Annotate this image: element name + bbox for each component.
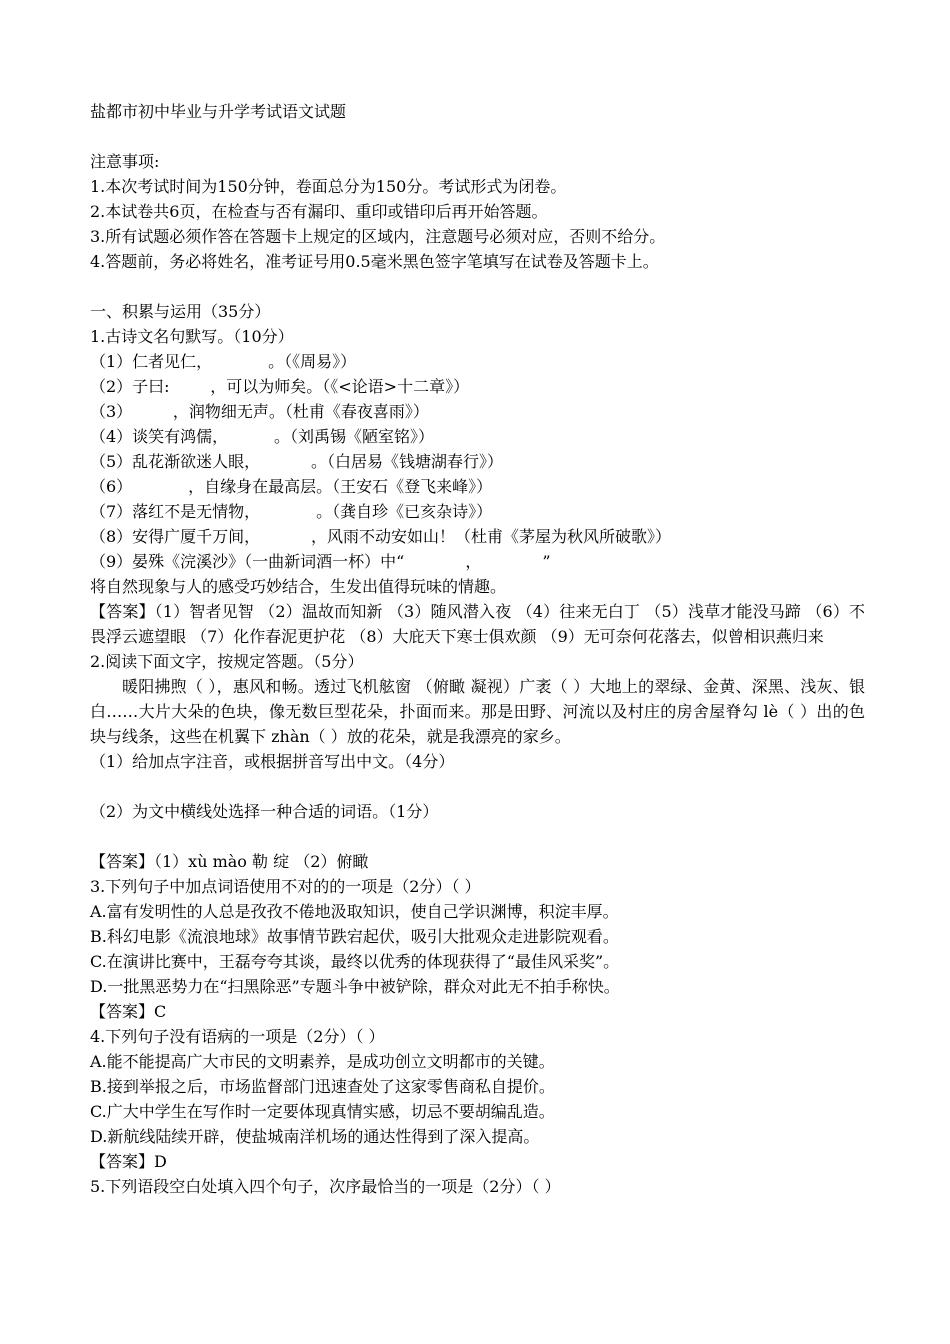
question-item: （4）谈笑有鸿儒， 。（刘禹锡《陋室铭》） — [90, 427, 434, 446]
notice-item: 2.本试卷共6页，在检查与否有漏印、重印或错印后再开始答题。 — [90, 202, 548, 221]
option-a: A.能不能提高广大市民的文明素养，是成功创立文明都市的关键。 — [90, 1052, 555, 1071]
notice-item: 3.所有试题必须作答在答题卡上规定的区域内，注意题号必须对应，否则不给分。 — [90, 227, 666, 246]
document-body — [90, 99, 865, 1199]
answer-text: 【答案】C — [90, 1002, 167, 1021]
question-stem: 3.下列句子中加点词语使用不对的的一项是（2分）（ ） — [90, 877, 481, 896]
question-item: （5）乱花渐欲迷人眼， 。（白居易《钱塘湖春行》） — [90, 452, 504, 471]
question-item-tail: 将自然现象与人的感受巧妙结合，生发出值得玩味的情趣。 — [90, 577, 507, 596]
option-a: A.富有发明性的人总是孜孜不倦地汲取知识，使自己学识渊博，积淀丰厚。 — [90, 902, 619, 921]
question-item: （2）子曰: ，可以为师矣。（《<论语>十二章》） — [90, 377, 470, 396]
question-stem: 4.下列句子没有语病的一项是（2分）（ ） — [90, 1027, 385, 1046]
document-title: 盐都市初中毕业与升学考试语文试题 — [90, 102, 347, 121]
question-stem: 1.古诗文名句默写。（10分） — [90, 327, 294, 346]
answer-text: 【答案】（1）xù mào 勒 绽 （2）俯瞰 — [90, 852, 369, 871]
option-d: D.一批黑恶势力在“扫黑除恶”专题斗争中被铲除，群众对此无不拍手称快。 — [90, 977, 620, 996]
option-b: B.科幻电影《流浪地球》故事情节跌宕起伏，吸引大批观众走进影院观看。 — [90, 927, 619, 946]
notice-item: 4.答题前，务必将姓名，准考证号用0.5毫米黑色签字笔填写在试卷及答题卡上。 — [90, 252, 659, 271]
option-b: B.接到举报之后，市场监督部门迅速查处了这家零售商私自提价。 — [90, 1077, 555, 1096]
reading-passage: 暖阳拂煦（ ），惠风和畅。透过飞机舷窗 （俯瞰 凝视）广袤（ ）大地上的翠绿、金黄、深黑、浅灰、银白……大片大朵的色块，像无数巨型花朵，扑面而来。那是田野、河流以及村庄的房舍屋脊勾 lè（ ）出的色块与线条，这些在机翼下 zhàn（ ）放的花朵，就是我漂亮的家乡。 — [90, 677, 865, 746]
answer-text: 【答案】D — [90, 1152, 167, 1171]
spacer — [90, 124, 865, 149]
sub-question: （2）为文中横线处选择一种合适的词语。（1分） — [90, 802, 439, 821]
spacer — [90, 274, 865, 299]
option-c: C.广大中学生在写作时一定要体现真情实感，切忌不要胡编乱造。 — [90, 1102, 555, 1121]
answer-text: 【答案】（1）智者见智 （2）温故而知新 （3）随风潜入夜 （4）往来无白丁 （5）浅草才能没马蹄 （6）不畏浮云遮望眼 （7）化作春泥更护花 （8）大庇天下寒士俱欢颜 （9）无可奈何花落去，似曾相识燕归来 — [90, 602, 865, 646]
question-item: （1）仁者见仁， 。（《周易》） — [90, 352, 357, 371]
question-item: （6） ，自缘身在最高层。（王安石《登飞来峰》） — [90, 477, 493, 496]
notice-item: 1.本次考试时间为150分钟，卷面总分为150分。考试形式为闭卷。 — [90, 177, 567, 196]
question-item: （8）安得广厦千万间， ，风雨不动安如山！（杜甫《茅屋为秋风所破歌》） — [90, 527, 672, 546]
question-stem: 5.下列语段空白处填入四个句子，次序最恰当的一项是（2分）（ ） — [90, 1177, 561, 1196]
option-d: D.新航线陆续开辟，使盐城南洋机场的通达性得到了深入提高。 — [90, 1127, 540, 1146]
question-stem: 2.阅读下面文字，按规定答题。（5分） — [90, 652, 364, 671]
question-item: （3） ，润物细无声。（杜甫《春夜喜雨》） — [90, 402, 429, 421]
spacer — [90, 774, 865, 799]
sub-question: （1）给加点字注音，或根据拼音写出中文。（4分） — [90, 752, 455, 771]
question-item: （9）晏殊《浣溪沙》（一曲新词酒一杯）中“ ， ” — [90, 552, 551, 571]
question-item: （7）落红不是无情物， 。（龚自珍《已亥杂诗》） — [90, 502, 493, 521]
option-c: C.在演讲比赛中，王磊夸夸其谈，最终以优秀的体现获得了“最佳风采奖”。 — [90, 952, 620, 971]
section-heading: 一、积累与运用（35分） — [90, 302, 271, 321]
notice-heading: 注意事项: — [90, 152, 160, 171]
spacer — [90, 824, 865, 849]
